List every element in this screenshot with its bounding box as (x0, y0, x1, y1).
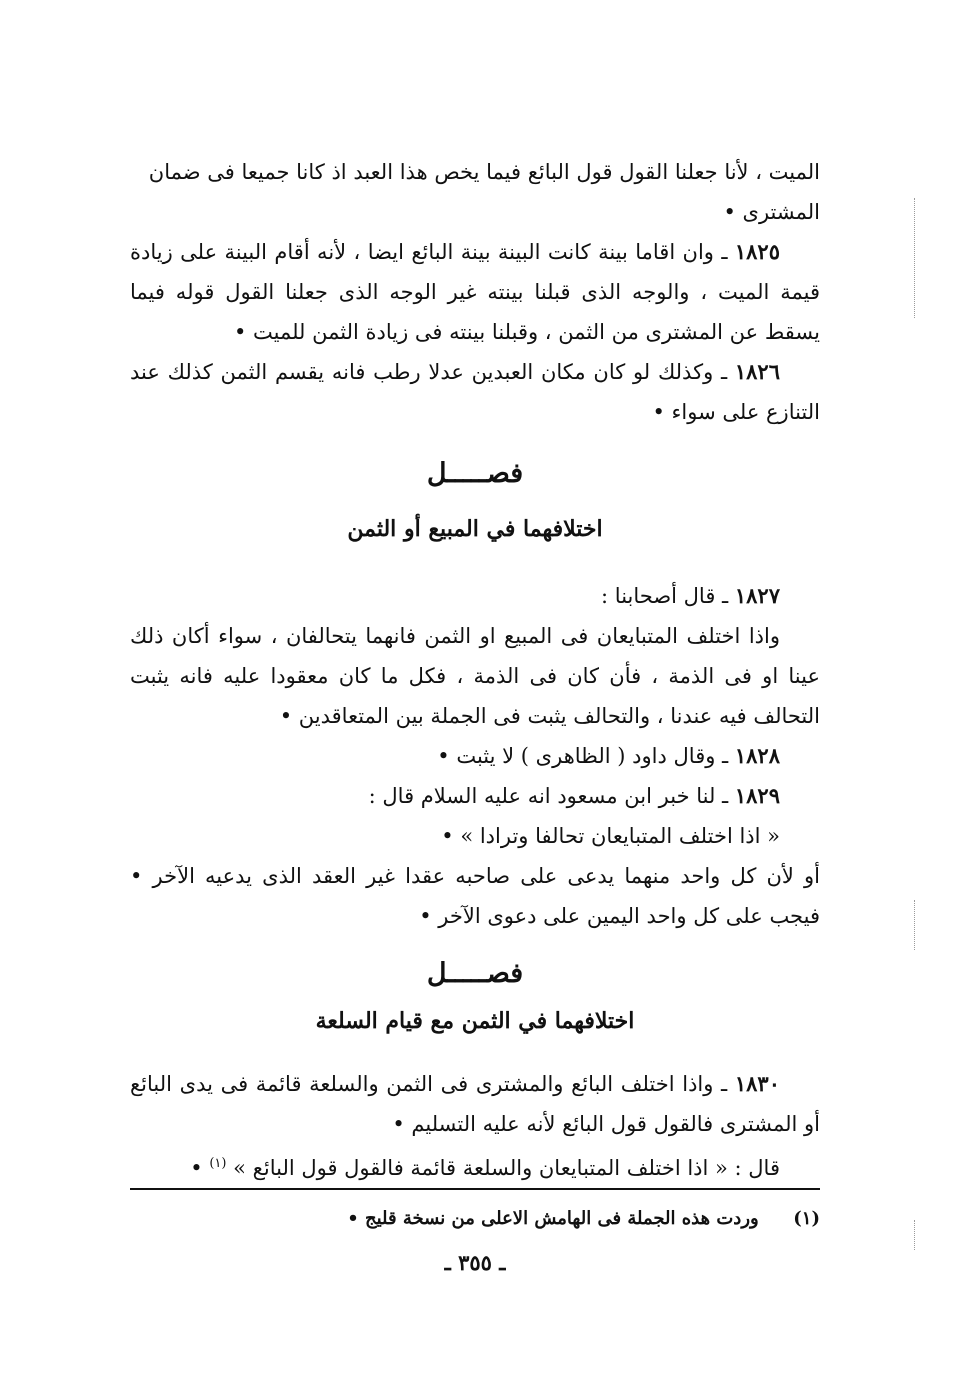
paragraph-1827 (130, 576, 820, 616)
paragraph-text: ـ قال أصحابنا : (601, 584, 735, 608)
footnote-divider (130, 1188, 820, 1190)
hadith-quote: « اذا اختلف المتبايعان تحالفا وترادا » • (441, 824, 780, 848)
paragraph-reasoning: أو لأن كل واحد منهما يدعى على صاحبه عقدا غير العقد الذى يدعيه الآخر • فيجب على كل واحد اليمين على دعوى الآخر • (130, 864, 820, 928)
section-heading-fasl-1: فصـــــل (426, 458, 524, 489)
continuation-line-2: المشترى • (723, 200, 820, 224)
paragraph-number: ١٨٢٧ (734, 583, 780, 608)
opening-text-block (130, 152, 820, 432)
scan-edge-mark (910, 1220, 915, 1250)
footnote-marker: (١) (793, 1208, 820, 1229)
scan-edge-mark (910, 198, 915, 318)
paragraph-text: ـ لنا خبر ابن مسعود انه عليه السلام قال : (368, 784, 735, 808)
paragraph-number: ١٨٢٦ (734, 359, 780, 384)
section-title-2: اختلافهما في الثمن مع قيام السلعة (315, 1008, 635, 1034)
paragraph-1828 (130, 736, 820, 776)
section-heading-fasl-2: فصـــــل (426, 958, 524, 989)
paragraph-text: ـ وان اقاما بينة كانت البينة بينة البائع ايضا ، لأنه أقام البينة على زيادة قيمة الميت ، والوجه الذى قبلنا بينته غير الوجه الذى جعلنا القول قوله فيما يسقط عن المشترى من الثمن ، وقبلنا بينته فى زيادة الثمن للميت • (130, 240, 820, 344)
paragraph-text: ـ وكذلك لو كان مكان العبدين عدلا رطب فانه يقسم الثمن كذلك عند التنازع على سواء • (130, 360, 820, 424)
page-number: ـ ٣٥٥ ـ (444, 1250, 506, 1275)
scan-edge-mark (910, 900, 915, 950)
paragraph-hadith-seller (130, 1144, 820, 1188)
paragraph-disagreement: واذا اختلف المتبايعان فى المبيع او الثمن فانهما يتحالفان ، سواء أكان ذلك عينا او فى الذمة ، فأن كان فى الذمة ، فكل ما كان معقودا عليه فانه يثبت التحالف فيه عندنا ، والتحالف يثبت فى الجملة بين المتعاقدين • (130, 624, 820, 728)
section-1-text-block (130, 576, 820, 936)
paragraph-1830 (130, 1064, 820, 1144)
paragraph-text: ـ وقال داود ( الظاهرى ) لا يثبت • (437, 744, 735, 768)
paragraph-1829 (130, 776, 820, 816)
paragraph-1825 (130, 232, 820, 352)
hadith-end: • (190, 1156, 210, 1180)
paragraph-number: ١٨٣٠ (734, 1071, 780, 1096)
section-2-text-block (130, 1064, 820, 1188)
paragraph-1826 (130, 352, 820, 432)
paragraph-number: ١٨٢٩ (734, 783, 780, 808)
continuation-line-1: الميت ، لأنا جعلنا القول قول البائع فيما يخص هذا العبد اذ كانا جميعا فى ضمان (148, 160, 820, 184)
paragraph-text: ـ واذا اختلف البائع والمشترى فى الثمن والسلعة قائمة فى يدى البائع أو المشترى فالقول قول البائع لأنه عليه التسليم • (130, 1072, 820, 1136)
footnote-text: وردت هذه الجملة فى الهامش الاعلى من نسخة قليج • (347, 1208, 759, 1229)
paragraph-number: ١٨٢٨ (734, 743, 780, 768)
footnote-reference: (١) (209, 1156, 227, 1171)
paragraph-number: ١٨٢٥ (734, 239, 780, 264)
hadith-text: قال : « اذا اختلف المتبايعان والسلعة قائمة فالقول قول البائع » (226, 1156, 780, 1180)
footnote (130, 1204, 820, 1234)
section-title-1: اختلافهما في المبيع أو الثمن (347, 516, 603, 542)
